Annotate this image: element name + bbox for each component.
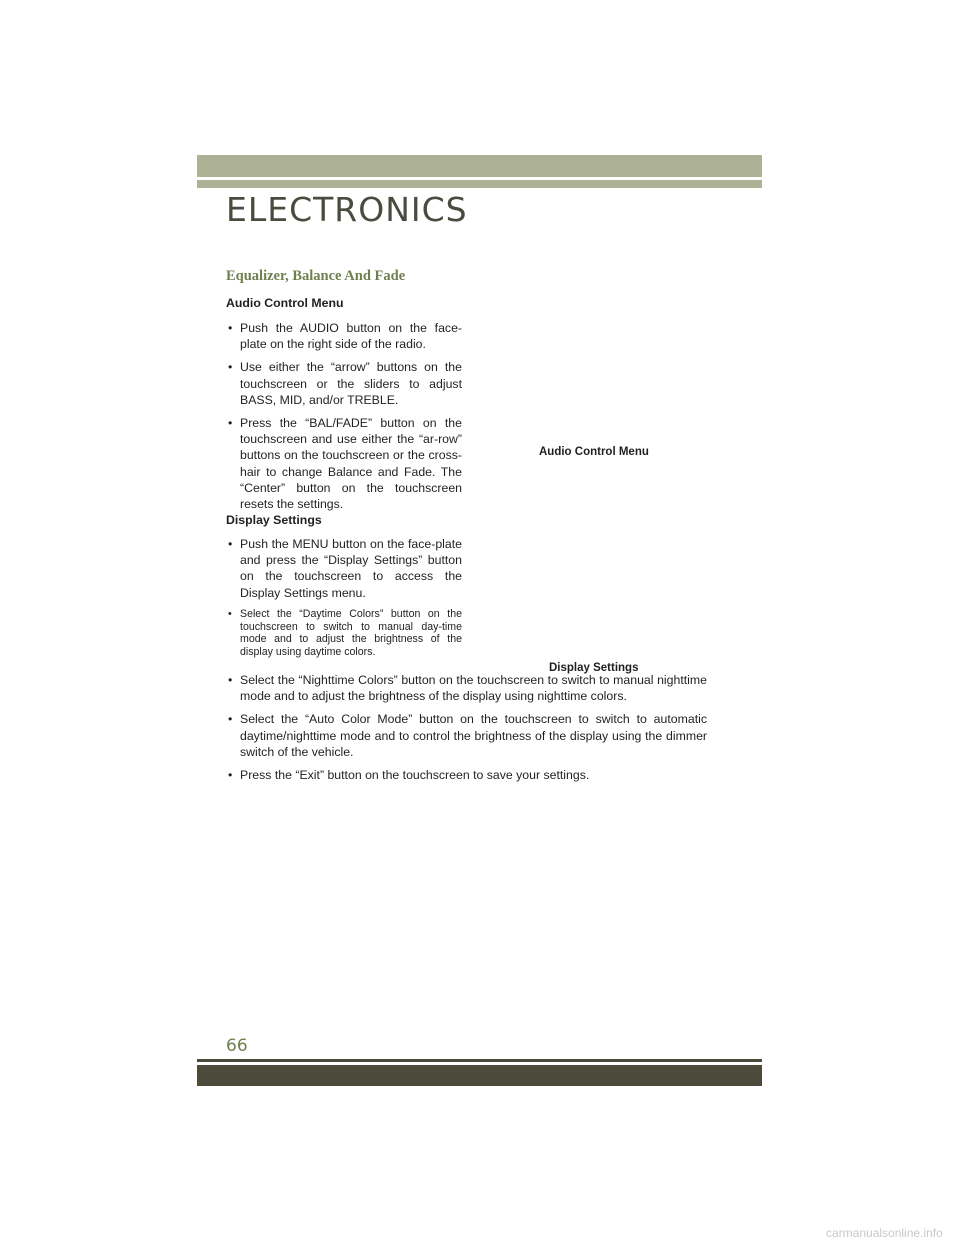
list-item: • Push the AUDIO button on the face-plate on the right side of the radio. xyxy=(226,320,462,352)
footer-band xyxy=(197,1065,762,1086)
list-item: • Press the “BAL/FADE” button on the touchscreen and use either the “ar-row” buttons on the touchscreen or the cross-hair to change Balance and Fade. The “Center” button on the touchscreen resets the settings. xyxy=(226,415,462,512)
header-band xyxy=(197,155,762,177)
list-item: • Press the “Exit” button on the touchscreen to save your settings. xyxy=(226,767,707,783)
list-item: • Select the “Daytime Colors” button on the touchscreen to switch to manual day-time mode and to adjust the brightness of the display using daytime colors. xyxy=(226,608,462,659)
display-settings-wide-list xyxy=(226,672,707,790)
list-item: • Push the MENU button on the face-plate and press the “Display Settings” button on the touchscreen to access the Display Settings menu. xyxy=(226,536,462,601)
audio-control-caption: Audio Control Menu xyxy=(539,446,649,458)
display-settings-heading: Display Settings xyxy=(226,513,322,527)
list-item xyxy=(226,672,707,704)
list-item: • Select the “Auto Color Mode” button on the touchscreen to switch to automatic daytime/nighttime mode and to control the brightness of the display using the dimmer switch of the vehicle. xyxy=(226,711,707,760)
section-title: Equalizer, Balance And Fade xyxy=(226,268,406,284)
display-settings-caption: Display Settings xyxy=(549,662,639,674)
audio-control-heading: Audio Control Menu xyxy=(226,296,344,310)
chapter-title: ELECTRONICS xyxy=(226,190,468,229)
footer-line xyxy=(197,1059,762,1062)
audio-control-list xyxy=(226,320,462,519)
list-item: • Use either the “arrow” buttons on the touchscreen or the sliders to adjust BASS, MID, and/or TREBLE. xyxy=(226,359,462,408)
nighttime-text: Select the “Nighttime Colors” button on the touchscreen to switch to manual nighttime mode and to adjust the brightness of the display using nighttime colors. xyxy=(240,673,707,704)
audio-control-figure xyxy=(478,268,748,440)
watermark: carmanualsonline.info xyxy=(826,1226,943,1240)
display-settings-list xyxy=(226,536,462,666)
header-band-thin xyxy=(197,180,762,188)
display-settings-figure xyxy=(478,478,748,656)
page-number: 66 xyxy=(226,1036,248,1056)
